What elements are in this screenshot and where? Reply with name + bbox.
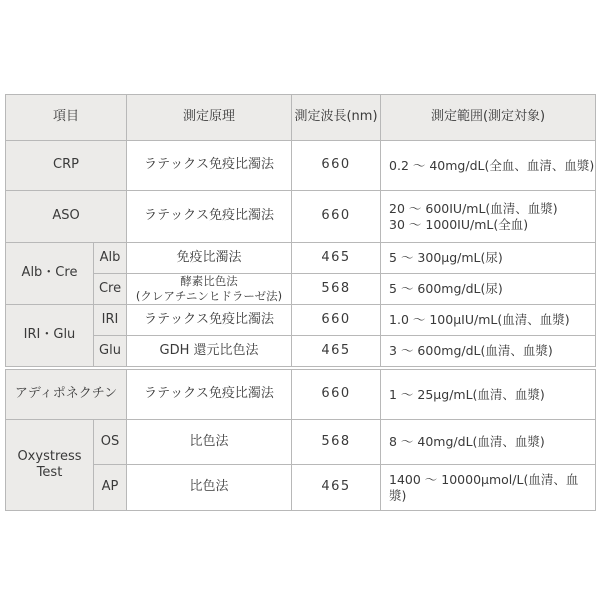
range-iri: 1.0 ～ 100μIU/mL(血清、血漿) bbox=[381, 305, 596, 336]
table-row bbox=[6, 336, 596, 367]
table-row bbox=[6, 191, 596, 243]
principle-crp: ラテックス免疫比濁法 bbox=[127, 141, 292, 191]
wavelength-ap: 465 bbox=[292, 465, 381, 511]
principle-alb: 免疫比濁法 bbox=[127, 243, 292, 274]
header-range: 測定範囲(測定対象) bbox=[381, 95, 596, 141]
principle-cre bbox=[127, 274, 292, 305]
item-oxystress-line-1: Oxystress bbox=[17, 448, 82, 464]
sub-os: OS bbox=[94, 420, 127, 465]
wavelength-cre: 568 bbox=[292, 274, 381, 305]
table-row bbox=[6, 274, 596, 305]
principle-adiponectin: ラテックス免疫比濁法 bbox=[127, 370, 292, 420]
principle-cre-line-1: 酵素比色法 bbox=[180, 274, 238, 289]
range-cre: 5 ～ 600mg/dL(尿) bbox=[381, 274, 596, 305]
header-wavelength: 測定波長(nm) bbox=[292, 95, 381, 141]
sub-cre: Cre bbox=[94, 274, 127, 305]
wavelength-iri: 660 bbox=[292, 305, 381, 336]
principle-ap: 比色法 bbox=[127, 465, 292, 511]
range-crp: 0.2 ～ 40mg/dL(全血、血清、血漿) bbox=[381, 141, 596, 191]
sub-glu: Glu bbox=[94, 336, 127, 367]
table-row bbox=[6, 243, 596, 274]
measurement-table-2 bbox=[5, 369, 596, 511]
principle-glu: GDH 還元比色法 bbox=[127, 336, 292, 367]
table-row bbox=[6, 141, 596, 191]
table-row bbox=[6, 420, 596, 465]
table-row bbox=[6, 305, 596, 336]
range-alb: 5 ～ 300μg/mL(尿) bbox=[381, 243, 596, 274]
principle-iri: ラテックス免疫比濁法 bbox=[127, 305, 292, 336]
measurement-table bbox=[5, 94, 596, 367]
wavelength-adiponectin: 660 bbox=[292, 370, 381, 420]
item-oxystress bbox=[6, 420, 94, 511]
item-oxystress-line-2: Test bbox=[36, 465, 63, 480]
sub-iri: IRI bbox=[94, 305, 127, 336]
table-header-row bbox=[6, 95, 596, 141]
wavelength-os: 568 bbox=[292, 420, 381, 465]
wavelength-aso: 660 bbox=[292, 191, 381, 243]
table-row bbox=[6, 370, 596, 420]
sub-ap: AP bbox=[94, 465, 127, 511]
item-iri-glu: IRI・Glu bbox=[6, 305, 94, 367]
range-aso-line-2: 30 ～ 1000IU/mL(全血) bbox=[389, 216, 529, 232]
item-adiponectin: アディポネクチン bbox=[6, 370, 127, 420]
principle-cre-line-2: (クレアチニンヒドラーゼ法) bbox=[135, 289, 283, 303]
principle-aso: ラテックス免疫比濁法 bbox=[127, 191, 292, 243]
sub-alb: Alb bbox=[94, 243, 127, 274]
header-principle: 測定原理 bbox=[127, 95, 292, 141]
wavelength-glu: 465 bbox=[292, 336, 381, 367]
range-aso bbox=[381, 191, 596, 243]
range-glu: 3 ～ 600mg/dL(血清、血漿) bbox=[381, 336, 596, 367]
principle-os: 比色法 bbox=[127, 420, 292, 465]
header-item: 項目 bbox=[6, 95, 127, 141]
wavelength-crp: 660 bbox=[292, 141, 381, 191]
range-adiponectin: 1 ～ 25μg/mL(血清、血漿) bbox=[381, 370, 596, 420]
table-row bbox=[6, 465, 596, 511]
range-ap: 1400 ～ 10000μmol/L(血清、血漿) bbox=[381, 465, 596, 511]
range-os: 8 ～ 40mg/dL(血清、血漿) bbox=[381, 420, 596, 465]
range-aso-line-1: 20 ～ 600IU/mL(血清、血漿) bbox=[389, 200, 558, 216]
wavelength-alb: 465 bbox=[292, 243, 381, 274]
item-crp: CRP bbox=[6, 141, 127, 191]
item-alb-cre: Alb・Cre bbox=[6, 243, 94, 305]
item-aso: ASO bbox=[6, 191, 127, 243]
